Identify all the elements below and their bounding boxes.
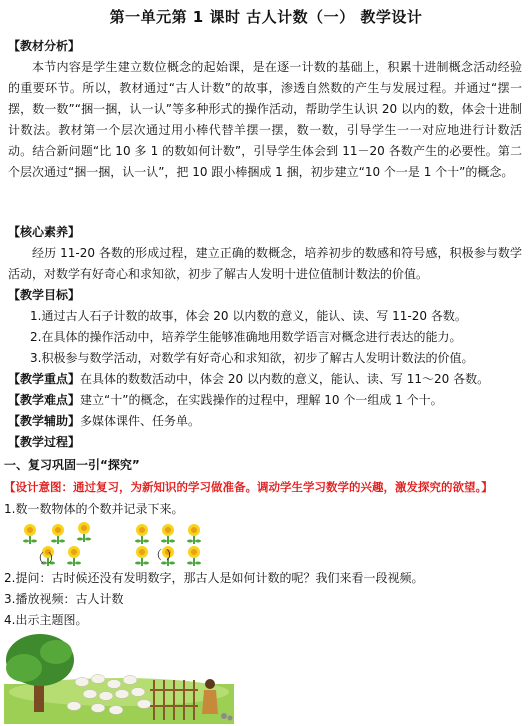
literacy-text: 经历 11-20 各数的形成过程，建立正确的数概念，培养初步的数感和符号感，积极参与数学活动，对数学有好奇心和求知欲，初步了解古人发明十进位值制计数法的价值。 (8, 246, 522, 281)
process-heading (8, 432, 524, 453)
goal-item-2: 2.在具体的操作活动中，培养学生能够准确地用数学语言对概念进行表达的能力。 (30, 330, 462, 344)
design-intent: 【设计意图：通过复习，为新知识的学习做准备。调动学生学习数学的兴趣，激发探究的欲望。】 (4, 480, 493, 494)
flower-icon (187, 546, 201, 566)
process-label: 【教学过程】 (8, 435, 81, 449)
flower-icon (67, 546, 81, 566)
difficulty-text: 建立“十”的概念，在实践操作的过程中，理解 10 个一组成 1 个十。 (80, 393, 443, 407)
key-text: 在具体的数数活动中，体会 20 以内数的意义，能认、读、写 11～20 各数。 (80, 372, 490, 386)
analysis-heading (8, 36, 524, 57)
answer-paren-left[interactable]: （ ） (32, 551, 60, 565)
analysis-text: 本节内容是学生建立数位概念的起始课，是在逐一计数的基础上，积累十进制概念活动经验的重要环节。所以，教材通过“古人计数”的故事，渗透自然数的产生与发展过程。并通过“摆一摆，数一数”“捆一捆，认一认”等多种形式的操作活动，帮助学生认识 20 以内的数，体会十进制计数法。教材第一个层次通过用小棒代替羊摆一摆，数一数，引导学生一一对应地进行计数活动。结合新问题“比 10 多 1 的数如何计数”，引导学生体会到 11－20 各数产生的必要性。第二个层次通过“捆一捆，认一认”，把 10 跟小棒捆成 1 捆，初步建立“10 个一是 1 个十”的概念。 (8, 60, 522, 179)
aids-label: 【教学辅助】 (8, 414, 81, 428)
difficulty-point (8, 390, 524, 411)
step-1: 1.数一数物体的个数并记录下来。 (4, 502, 184, 516)
flower-icon (23, 524, 37, 544)
page-title: 第一单元第 1 课时 古人计数（一） 教学设计 (109, 8, 423, 26)
answer-paren-right[interactable]: （ ） (150, 548, 178, 562)
difficulty-label: 【教学难点】 (8, 393, 81, 407)
part1-heading: 一、复习巩固一引“探究” (4, 458, 140, 472)
literacy-heading (8, 222, 524, 243)
analysis-label: 【教材分析】 (8, 39, 81, 53)
literacy-label: 【核心素养】 (8, 225, 81, 239)
key-label: 【教学重点】 (8, 372, 81, 386)
step-2: 2.提问：古时候还没有发明数字，那古人是如何计数的呢？我们来看一段视频。 (4, 571, 424, 585)
step-3: 3.播放视频：古人计数 (4, 592, 124, 606)
step-4: 4.出示主题图。 (4, 613, 88, 627)
flower-icon (135, 546, 149, 566)
goals-label: 【教学目标】 (8, 288, 81, 302)
key-point (8, 369, 524, 390)
flower-icon (187, 524, 201, 544)
flower-icon (161, 524, 175, 544)
goal-item-3: 3.积极参与数学活动，对数学有好奇心和求知欲，初步了解古人发明计数法的价值。 (30, 351, 474, 365)
flower-icon (135, 524, 149, 544)
goals-heading (8, 285, 524, 306)
scene-illustration (4, 632, 234, 724)
flower-icon (77, 522, 91, 542)
aids-text: 多媒体课件、任务单。 (80, 414, 201, 428)
aids (8, 411, 524, 432)
goal-item-1: 1.通过古人石子计数的故事，体会 20 以内数的意义，能认、读、写 11-20 各数。 (30, 309, 467, 323)
flower-icon (51, 524, 65, 544)
